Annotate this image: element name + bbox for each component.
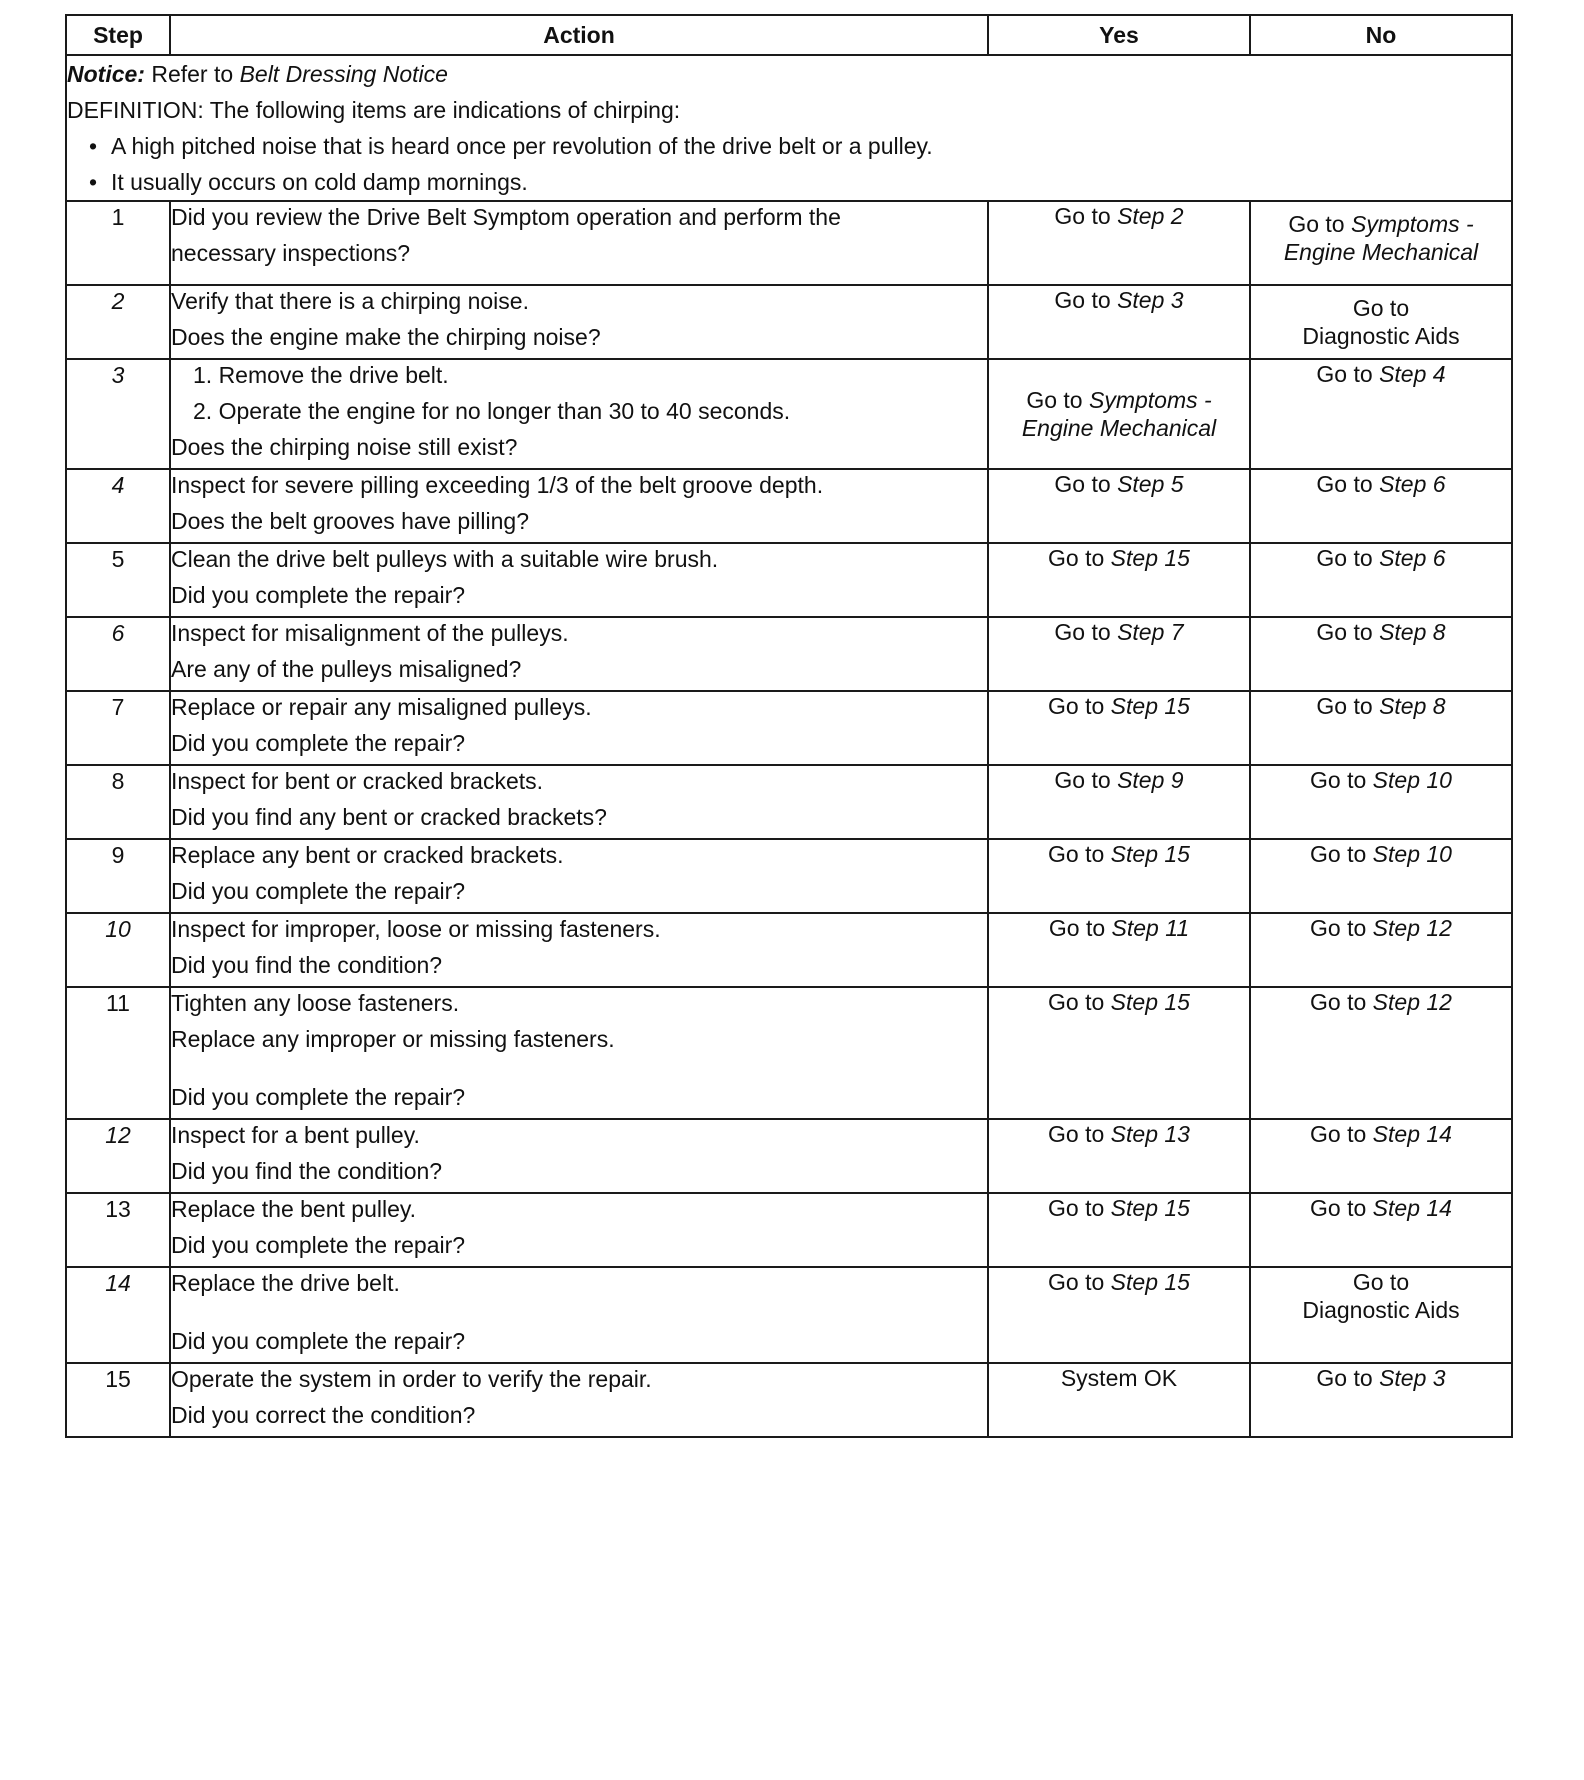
- no-ref: Symptoms -: [1350, 211, 1474, 237]
- yes-line: [989, 840, 1249, 868]
- yes-goto: Go to: [1026, 387, 1089, 413]
- no-result: [1250, 201, 1512, 285]
- notice-cell: [66, 55, 1512, 201]
- yes-result: [988, 285, 1250, 359]
- yes-line: [989, 414, 1249, 442]
- no-ref: Step 12: [1372, 989, 1452, 1015]
- no-ref: Step 6: [1379, 545, 1446, 571]
- no-goto: Go to: [1310, 1121, 1373, 1147]
- no-ref: Step 4: [1379, 361, 1446, 387]
- action-line: Did you find the condition?: [171, 1158, 443, 1184]
- no-result: [1250, 543, 1512, 617]
- step-action: [170, 543, 988, 617]
- bullet-text: It usually occurs on cold damp mornings.: [111, 169, 528, 195]
- step-row: [66, 201, 1512, 285]
- action-line: Tighten any loose fasteners.: [171, 990, 460, 1016]
- no-line: [1251, 238, 1511, 266]
- no-ref: Step 10: [1372, 767, 1452, 793]
- step-action: [170, 359, 988, 469]
- no-result: [1250, 913, 1512, 987]
- no-ref: Step 3: [1379, 1365, 1446, 1391]
- step-number: 15: [66, 1363, 170, 1437]
- no-goto: Go to: [1352, 295, 1410, 321]
- no-line: [1251, 840, 1511, 868]
- step-number: 2: [66, 285, 170, 359]
- header-no: No: [1250, 15, 1512, 55]
- yes-text: System OK: [1060, 1365, 1178, 1391]
- yes-goto: Go to: [1048, 841, 1111, 867]
- notice-row: [66, 55, 1512, 201]
- yes-result: [988, 1119, 1250, 1193]
- action-line: Replace the drive belt.: [171, 1270, 400, 1296]
- yes-result: [988, 913, 1250, 987]
- no-goto: Go to: [1310, 915, 1373, 941]
- yes-ref: Step 3: [1117, 287, 1184, 313]
- action-line: Did you complete the repair?: [171, 582, 466, 608]
- bullet-item: [67, 164, 1511, 200]
- yes-ref: Step 7: [1117, 619, 1184, 645]
- yes-goto: Go to: [1048, 1121, 1111, 1147]
- notice-ref: Belt Dressing Notice: [239, 61, 448, 87]
- yes-line: [989, 470, 1249, 498]
- yes-ref: Step 15: [1110, 693, 1190, 719]
- yes-goto: Go to: [1054, 471, 1118, 497]
- no-goto: Go to: [1316, 619, 1380, 645]
- no-ref: Step 10: [1372, 841, 1452, 867]
- header-action: Action: [170, 15, 988, 55]
- no-result: [1250, 359, 1512, 469]
- yes-line: [989, 1268, 1249, 1296]
- no-ref: Diagnostic Aids: [1302, 1297, 1460, 1323]
- yes-result: [988, 1267, 1250, 1363]
- bullet-item: [67, 128, 1511, 164]
- yes-line: [989, 914, 1249, 942]
- diagnostic-table: [65, 14, 1513, 1438]
- no-line: [1251, 1364, 1511, 1392]
- action-line: Verify that there is a chirping noise.: [171, 288, 529, 314]
- action-line: Did you find the condition?: [171, 952, 443, 978]
- yes-goto: Go to: [1054, 203, 1118, 229]
- step-row: [66, 913, 1512, 987]
- action-line: Inspect for severe pilling exceeding 1/3 of the belt groove depth.: [171, 472, 824, 498]
- step-row: [66, 765, 1512, 839]
- action-line: necessary inspections?: [171, 240, 411, 266]
- yes-line: [989, 618, 1249, 646]
- no-ref: Step 8: [1379, 619, 1446, 645]
- step-action: [170, 617, 988, 691]
- step-number: 7: [66, 691, 170, 765]
- no-ref: Step 6: [1379, 471, 1446, 497]
- no-result: [1250, 617, 1512, 691]
- step-action: [170, 469, 988, 543]
- yes-goto: Go to: [1048, 1195, 1111, 1221]
- action-line: Replace or repair any misaligned pulleys.: [171, 694, 592, 720]
- action-line: Did you review the Drive Belt Symptom operation and perform the: [171, 204, 841, 230]
- yes-line: [989, 692, 1249, 720]
- action-line: Did you complete the repair?: [171, 730, 466, 756]
- step-action: [170, 1267, 988, 1363]
- no-line: [1251, 322, 1511, 350]
- no-line: [1251, 618, 1511, 646]
- yes-result: [988, 469, 1250, 543]
- yes-result: [988, 987, 1250, 1119]
- step-action: [170, 765, 988, 839]
- action-line: Did you complete the repair?: [171, 1084, 466, 1110]
- no-goto: Go to: [1352, 1269, 1410, 1295]
- step-number: 13: [66, 1193, 170, 1267]
- step-row: [66, 359, 1512, 469]
- no-line: [1251, 1296, 1511, 1324]
- no-goto: Go to: [1288, 211, 1351, 237]
- action-gap: [171, 1060, 987, 1082]
- no-goto: Go to: [1310, 841, 1373, 867]
- action-line: Inspect for misalignment of the pulleys.: [171, 620, 569, 646]
- yes-goto: Go to: [1054, 287, 1118, 313]
- header-yes: Yes: [988, 15, 1250, 55]
- step-row: [66, 839, 1512, 913]
- no-goto: Go to: [1310, 1195, 1373, 1221]
- yes-goto: Go to: [1048, 915, 1112, 941]
- no-ref: Step 12: [1372, 915, 1452, 941]
- no-goto: Go to: [1316, 361, 1380, 387]
- action-line: Inspect for bent or cracked brackets.: [171, 768, 544, 794]
- yes-goto: Go to: [1048, 693, 1111, 719]
- bullet-text: A high pitched noise that is heard once per revolution of the drive belt or a pulley.: [111, 133, 933, 159]
- step-row: [66, 1119, 1512, 1193]
- yes-result: [988, 359, 1250, 469]
- no-result: [1250, 691, 1512, 765]
- yes-ref: Step 11: [1111, 915, 1190, 941]
- step-row: [66, 543, 1512, 617]
- step-number: 1: [66, 201, 170, 285]
- step-number: 4: [66, 469, 170, 543]
- step-action: [170, 913, 988, 987]
- step-action: [170, 201, 988, 285]
- no-goto: Go to: [1316, 545, 1380, 571]
- yes-result: [988, 1363, 1250, 1437]
- step-number: 8: [66, 765, 170, 839]
- yes-goto: Go to: [1048, 1269, 1111, 1295]
- action-line: Does the engine make the chirping noise?: [171, 324, 601, 350]
- yes-goto: Go to: [1054, 619, 1118, 645]
- step-row: [66, 285, 1512, 359]
- action-line: Did you find any bent or cracked brackets?: [171, 804, 607, 830]
- action-line: Operate the system in order to verify the repair.: [171, 1366, 652, 1392]
- action-line: Inspect for improper, loose or missing fasteners.: [171, 916, 661, 942]
- yes-result: [988, 1193, 1250, 1267]
- yes-ref: Step 15: [1110, 1269, 1190, 1295]
- step-rows: [66, 201, 1512, 1437]
- step-number: 11: [66, 987, 170, 1119]
- step-action: [170, 1119, 988, 1193]
- yes-ref: Step 13: [1110, 1121, 1190, 1147]
- no-goto: Go to: [1310, 989, 1373, 1015]
- definition-line: DEFINITION: The following items are indications of chirping:: [67, 97, 681, 123]
- action-line: Replace any improper or missing fasteners.: [171, 1026, 615, 1052]
- no-result: [1250, 1193, 1512, 1267]
- no-ref: Engine Mechanical: [1283, 239, 1479, 265]
- yes-result: [988, 765, 1250, 839]
- yes-ref: Engine Mechanical: [1021, 415, 1217, 441]
- step-action: [170, 1363, 988, 1437]
- no-result: [1250, 1119, 1512, 1193]
- action-line: Does the chirping noise still exist?: [171, 434, 518, 460]
- no-result: [1250, 1267, 1512, 1363]
- no-result: [1250, 839, 1512, 913]
- no-goto: Go to: [1316, 693, 1380, 719]
- step-row: [66, 617, 1512, 691]
- yes-result: [988, 543, 1250, 617]
- action-line: Does the belt grooves have pilling?: [171, 508, 530, 534]
- step-action: [170, 691, 988, 765]
- no-line: [1251, 360, 1511, 388]
- step-number: 9: [66, 839, 170, 913]
- no-line: [1251, 1120, 1511, 1148]
- no-result: [1250, 987, 1512, 1119]
- step-number: 10: [66, 913, 170, 987]
- yes-goto: Go to: [1054, 767, 1118, 793]
- yes-ref: Step 5: [1117, 471, 1184, 497]
- action-line: Did you complete the repair?: [171, 1328, 466, 1354]
- step-row: [66, 469, 1512, 543]
- no-line: [1251, 1194, 1511, 1222]
- no-result: [1250, 285, 1512, 359]
- no-ref: Diagnostic Aids: [1302, 323, 1460, 349]
- step-action: [170, 1193, 988, 1267]
- yes-ref: Step 15: [1110, 1195, 1190, 1221]
- yes-ref: Step 15: [1110, 545, 1190, 571]
- notice-line: [67, 56, 1511, 92]
- action-line: Inspect for a bent pulley.: [171, 1122, 420, 1148]
- yes-line: [989, 1120, 1249, 1148]
- action-line: Replace the bent pulley.: [171, 1196, 417, 1222]
- step-action: [170, 987, 988, 1119]
- no-result: [1250, 469, 1512, 543]
- step-number: 3: [66, 359, 170, 469]
- yes-line: [989, 1194, 1249, 1222]
- no-line: [1251, 470, 1511, 498]
- no-line: [1251, 914, 1511, 942]
- yes-line: [989, 202, 1249, 230]
- header-row: [66, 15, 1512, 55]
- yes-ref: Step 9: [1117, 767, 1184, 793]
- action-line: Did you complete the repair?: [171, 1232, 466, 1258]
- yes-line: [989, 766, 1249, 794]
- yes-result: [988, 201, 1250, 285]
- yes-ref: Symptoms -: [1088, 387, 1212, 413]
- bullet-glyph: •: [89, 133, 98, 159]
- yes-goto: Go to: [1048, 989, 1111, 1015]
- yes-ref: Step 2: [1117, 203, 1184, 229]
- yes-line: [989, 286, 1249, 314]
- no-ref: Step 8: [1379, 693, 1446, 719]
- step-number: 6: [66, 617, 170, 691]
- yes-result: [988, 691, 1250, 765]
- no-goto: Go to: [1310, 767, 1373, 793]
- yes-line: [989, 386, 1249, 414]
- no-ref: Step 14: [1372, 1121, 1452, 1147]
- yes-result: [988, 617, 1250, 691]
- action-line: Replace any bent or cracked brackets.: [171, 842, 564, 868]
- yes-ref: Step 15: [1110, 989, 1190, 1015]
- step-action: [170, 285, 988, 359]
- yes-line: [989, 988, 1249, 1016]
- bullet-glyph: •: [89, 169, 98, 195]
- action-line: Are any of the pulleys misaligned?: [171, 656, 522, 682]
- notice-text-prefix: Refer to: [144, 61, 240, 87]
- action-line: Did you correct the condition?: [171, 1402, 476, 1428]
- step-row: [66, 1267, 1512, 1363]
- no-line: [1251, 766, 1511, 794]
- no-goto: Go to: [1316, 1365, 1380, 1391]
- action-line: 1. Remove the drive belt.: [193, 362, 449, 388]
- step-action: [170, 839, 988, 913]
- action-line: 2. Operate the engine for no longer than 30 to 40 seconds.: [193, 398, 791, 424]
- step-row: [66, 987, 1512, 1119]
- no-goto: Go to: [1316, 471, 1380, 497]
- notice-label: Notice:: [67, 61, 145, 87]
- header-step: Step: [66, 15, 170, 55]
- yes-ref: Step 15: [1110, 841, 1190, 867]
- yes-line: [989, 544, 1249, 572]
- yes-goto: Go to: [1048, 545, 1111, 571]
- step-number: 12: [66, 1119, 170, 1193]
- action-line: Did you complete the repair?: [171, 878, 466, 904]
- step-number: 14: [66, 1267, 170, 1363]
- no-line: [1251, 294, 1511, 322]
- action-gap: [171, 1304, 987, 1326]
- no-line: [1251, 988, 1511, 1016]
- no-line: [1251, 544, 1511, 572]
- no-line: [1251, 210, 1511, 238]
- no-result: [1250, 765, 1512, 839]
- no-result: [1250, 1363, 1512, 1437]
- step-row: [66, 1193, 1512, 1267]
- step-number: 5: [66, 543, 170, 617]
- step-row: [66, 1363, 1512, 1437]
- no-line: [1251, 692, 1511, 720]
- step-row: [66, 691, 1512, 765]
- no-line: [1251, 1268, 1511, 1296]
- no-ref: Step 14: [1372, 1195, 1452, 1221]
- yes-result: [988, 839, 1250, 913]
- action-line: Clean the drive belt pulleys with a suitable wire brush.: [171, 546, 719, 572]
